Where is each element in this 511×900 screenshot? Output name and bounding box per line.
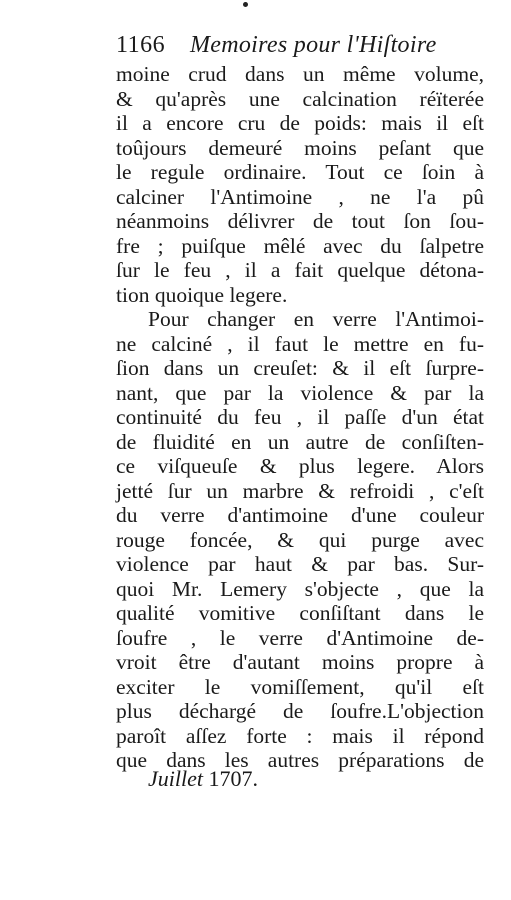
text-line: ce viſqueuſe & plus legere. Alors	[116, 454, 484, 478]
text-line: ſion dans un creuſet: & il eſt ſurpre-	[116, 356, 484, 380]
text-line: ſur le feu , il a fait quelque détona-	[116, 258, 484, 282]
text-line: que dans les autres préparations de	[116, 748, 484, 772]
paragraph-1	[116, 62, 484, 307]
page-header	[116, 30, 488, 62]
text-line: ne calciné , il faut le mettre en fu-	[116, 331, 484, 356]
text-line: qualité vomitive conſiſtant dans le	[116, 601, 484, 625]
text-line: violence par haut & par bas. Sur-	[116, 552, 484, 576]
text-line: de fluidité en un autre de conſiſten-	[116, 429, 484, 454]
text-line: fre ; puiſque mêlé avec du ſalpetre	[116, 233, 484, 258]
text-line: paroît aſſez forte : mais il répond	[116, 723, 484, 748]
issue-month: Juillet	[148, 766, 203, 791]
issue-year: 1707.	[208, 766, 258, 791]
text-line: il a encore cru de poids: mais il eſt	[116, 111, 484, 135]
page-number: 1166	[116, 32, 166, 58]
running-title: Memoires pour l'Hiſtoire	[190, 32, 437, 58]
text-line: calciner l'Antimoine , ne l'a pû	[116, 184, 484, 209]
text-line: tion quoique legere.	[116, 282, 288, 307]
body-text	[116, 62, 484, 773]
issue-date	[148, 766, 258, 792]
text-line: le regule ordinaire. Tout ce ſoin à	[116, 160, 484, 184]
ink-speck	[243, 2, 248, 7]
text-line: plus déchargé de ſoufre.L'objection	[116, 699, 484, 723]
text-line: ſoufre , le verre d'Antimoine de-	[116, 625, 484, 650]
paragraph-2	[116, 307, 484, 773]
text-line: quoi Mr. Lemery s'objecte , que la	[116, 576, 484, 601]
text-line: vroit être d'autant moins propre à	[116, 650, 484, 674]
text-line: continuité du feu , il paſſe d'un état	[116, 405, 484, 429]
text-line: rouge foncée, & qui purge avec	[116, 527, 484, 552]
text-line: du verre d'antimoine d'une couleur	[116, 503, 484, 527]
text-line: toûjours demeuré moins peſant que	[116, 135, 484, 160]
text-line: jetté ſur un marbre & refroidi , c'eſt	[116, 478, 484, 503]
text-line: néanmoins délivrer de tout ſon ſou-	[116, 209, 484, 233]
text-line: nant, que par la violence & par la	[116, 380, 484, 405]
text-line: Pour changer en verre l'Antimoi-	[148, 307, 484, 331]
text-line: exciter le vomiſſement, qu'il eſt	[116, 674, 484, 699]
text-line: moine crud dans un même volume,	[116, 62, 484, 86]
text-line: & qu'après une calcination réïterée	[116, 86, 484, 111]
